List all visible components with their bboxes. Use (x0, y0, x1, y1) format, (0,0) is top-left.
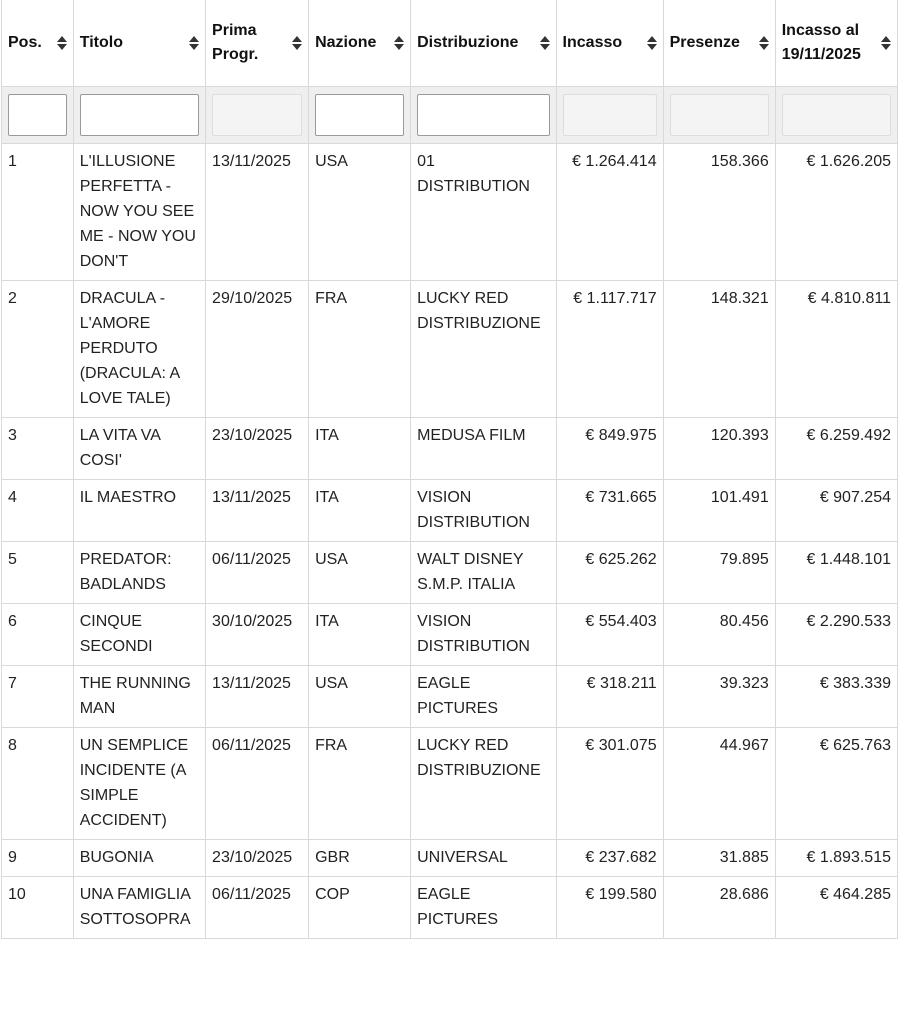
cell-incasso-totale: € 2.290.533 (775, 604, 897, 666)
cell-prima-progr: 13/11/2025 (206, 666, 309, 728)
sort-arrows-icon[interactable] (189, 36, 199, 50)
column-header-label: Incasso (562, 34, 623, 51)
filter-cell-prima-progr (206, 87, 309, 144)
filter-input-titolo[interactable] (80, 94, 199, 136)
cell-nazione: ITA (309, 480, 411, 542)
cell-pos: 6 (2, 604, 74, 666)
cell-pos: 9 (2, 840, 74, 877)
cell-distribuzione: LUCKY RED DISTRIBUZIONE (411, 281, 556, 418)
cell-incasso: € 199.580 (556, 877, 663, 939)
cell-incasso-totale: € 907.254 (775, 480, 897, 542)
cell-prima-progr: 13/11/2025 (206, 144, 309, 281)
column-header-incasso-totale[interactable] (775, 0, 897, 87)
cell-pos: 4 (2, 480, 74, 542)
sort-arrows-icon[interactable] (540, 36, 550, 50)
cell-titolo: PREDATOR: BADLANDS (73, 542, 205, 604)
cell-pos: 10 (2, 877, 74, 939)
table-row (2, 666, 898, 728)
cell-titolo: UNA FAMIGLIA SOTTOSOPRA (73, 877, 205, 939)
table-row (2, 728, 898, 840)
column-header-presenze[interactable] (663, 0, 775, 87)
cell-titolo: THE RUNNING MAN (73, 666, 205, 728)
table-row (2, 144, 898, 281)
cell-presenze: 44.967 (663, 728, 775, 840)
table-row (2, 542, 898, 604)
column-header-label-line2: Progr. (212, 46, 259, 63)
filter-input-distribuzione[interactable] (417, 94, 549, 136)
cell-pos: 8 (2, 728, 74, 840)
sort-arrows-icon[interactable] (57, 36, 67, 50)
cell-incasso: € 301.075 (556, 728, 663, 840)
column-header-label-line1: Prima (212, 22, 257, 39)
cell-distribuzione: VISION DISTRIBUTION (411, 604, 556, 666)
column-header-label: Titolo (79, 34, 123, 51)
cell-pos: 5 (2, 542, 74, 604)
cell-incasso: € 849.975 (556, 418, 663, 480)
column-header-distribuzione[interactable] (411, 0, 556, 87)
column-header-prima-progr[interactable] (206, 0, 309, 87)
filter-input-incasso-disabled (563, 94, 657, 136)
filter-input-nazione[interactable] (315, 94, 404, 136)
cell-incasso: € 237.682 (556, 840, 663, 877)
column-header-label: Pos. (8, 34, 42, 51)
filter-cell-nazione (309, 87, 411, 144)
sort-arrows-icon[interactable] (881, 36, 891, 50)
cell-presenze: 80.456 (663, 604, 775, 666)
cell-presenze: 148.321 (663, 281, 775, 418)
cell-distribuzione: UNIVERSAL (411, 840, 556, 877)
cell-prima-progr: 06/11/2025 (206, 877, 309, 939)
cell-nazione: ITA (309, 418, 411, 480)
filter-input-incasso-totale-disabled (782, 94, 891, 136)
cell-nazione: USA (309, 666, 411, 728)
cell-prima-progr: 06/11/2025 (206, 728, 309, 840)
sort-arrows-icon[interactable] (292, 36, 302, 50)
sort-arrows-icon[interactable] (759, 36, 769, 50)
cell-distribuzione: 01 DISTRIBUTION (411, 144, 556, 281)
cell-presenze: 158.366 (663, 144, 775, 281)
cell-titolo: CINQUE SECONDI (73, 604, 205, 666)
column-header-label (782, 19, 891, 67)
cell-incasso: € 1.264.414 (556, 144, 663, 281)
cell-nazione: ITA (309, 604, 411, 666)
column-header-pos[interactable] (2, 0, 74, 87)
cell-distribuzione: EAGLE PICTURES (411, 877, 556, 939)
cell-pos: 1 (2, 144, 74, 281)
sort-arrows-icon[interactable] (394, 36, 404, 50)
column-header-nazione[interactable] (309, 0, 411, 87)
cell-titolo: BUGONIA (73, 840, 205, 877)
cell-titolo: LA VITA VA COSI' (73, 418, 205, 480)
cell-incasso: € 554.403 (556, 604, 663, 666)
cell-pos: 2 (2, 281, 74, 418)
filter-row (2, 87, 898, 144)
cell-titolo: DRACULA - L'AMORE PERDUTO (DRACULA: A LOVE TALE) (73, 281, 205, 418)
cell-prima-progr: 13/11/2025 (206, 480, 309, 542)
cell-incasso: € 731.665 (556, 480, 663, 542)
column-header-label: Distribuzione (417, 34, 519, 51)
cell-nazione: GBR (309, 840, 411, 877)
cell-prima-progr: 23/10/2025 (206, 840, 309, 877)
box-office-table (1, 0, 898, 939)
cell-nazione: USA (309, 144, 411, 281)
cell-nazione: COP (309, 877, 411, 939)
filter-cell-titolo (73, 87, 205, 144)
cell-incasso: € 625.262 (556, 542, 663, 604)
cell-distribuzione: EAGLE PICTURES (411, 666, 556, 728)
cell-presenze: 79.895 (663, 542, 775, 604)
cell-incasso-totale: € 464.285 (775, 877, 897, 939)
cell-prima-progr: 06/11/2025 (206, 542, 309, 604)
cell-nazione: FRA (309, 728, 411, 840)
cell-prima-progr: 30/10/2025 (206, 604, 309, 666)
cell-distribuzione: VISION DISTRIBUTION (411, 480, 556, 542)
cell-incasso: € 1.117.717 (556, 281, 663, 418)
column-header-label-line2: 19/11/2025 (781, 46, 861, 63)
table-row (2, 418, 898, 480)
cell-incasso-totale: € 625.763 (775, 728, 897, 840)
cell-incasso-totale: € 6.259.492 (775, 418, 897, 480)
cell-presenze: 120.393 (663, 418, 775, 480)
cell-presenze: 39.323 (663, 666, 775, 728)
column-header-label (212, 19, 302, 67)
cell-incasso-totale: € 4.810.811 (775, 281, 897, 418)
cell-titolo: UN SEMPLICE INCIDENTE (A SIMPLE ACCIDENT) (73, 728, 205, 840)
cell-nazione: USA (309, 542, 411, 604)
column-header-incasso[interactable] (556, 0, 663, 87)
filter-cell-incasso-totale (775, 87, 897, 144)
cell-pos: 7 (2, 666, 74, 728)
column-header-label: Presenze (669, 34, 740, 51)
cell-incasso-totale: € 1.626.205 (775, 144, 897, 281)
cell-pos: 3 (2, 418, 74, 480)
filter-cell-presenze (663, 87, 775, 144)
cell-distribuzione: WALT DISNEY S.M.P. ITALIA (411, 542, 556, 604)
filter-cell-incasso (556, 87, 663, 144)
cell-titolo: IL MAESTRO (73, 480, 205, 542)
filter-cell-distribuzione (411, 87, 556, 144)
table-row (2, 840, 898, 877)
table-row (2, 480, 898, 542)
cell-nazione: FRA (309, 281, 411, 418)
cell-distribuzione: MEDUSA FILM (411, 418, 556, 480)
column-header-label-line1: Incasso al (781, 22, 860, 39)
cell-presenze: 31.885 (663, 840, 775, 877)
cell-titolo: L'ILLUSIONE PERFETTA - NOW YOU SEE ME - NOW YOU DON'T (73, 144, 205, 281)
table-row (2, 604, 898, 666)
cell-presenze: 101.491 (663, 480, 775, 542)
cell-prima-progr: 23/10/2025 (206, 418, 309, 480)
sort-arrows-icon[interactable] (647, 36, 657, 50)
header-row (2, 0, 898, 87)
table-row (2, 877, 898, 939)
cell-incasso-totale: € 1.448.101 (775, 542, 897, 604)
filter-input-pos[interactable] (8, 94, 67, 136)
column-header-label: Nazione (315, 34, 377, 51)
cell-incasso-totale: € 383.339 (775, 666, 897, 728)
filter-input-presenze-disabled (670, 94, 769, 136)
cell-presenze: 28.686 (663, 877, 775, 939)
filter-input-prima-progr-disabled (212, 94, 302, 136)
cell-prima-progr: 29/10/2025 (206, 281, 309, 418)
cell-distribuzione: LUCKY RED DISTRIBUZIONE (411, 728, 556, 840)
cell-incasso: € 318.211 (556, 666, 663, 728)
filter-cell-pos (2, 87, 74, 144)
column-header-titolo[interactable] (73, 0, 205, 87)
table-row (2, 281, 898, 418)
cell-incasso-totale: € 1.893.515 (775, 840, 897, 877)
